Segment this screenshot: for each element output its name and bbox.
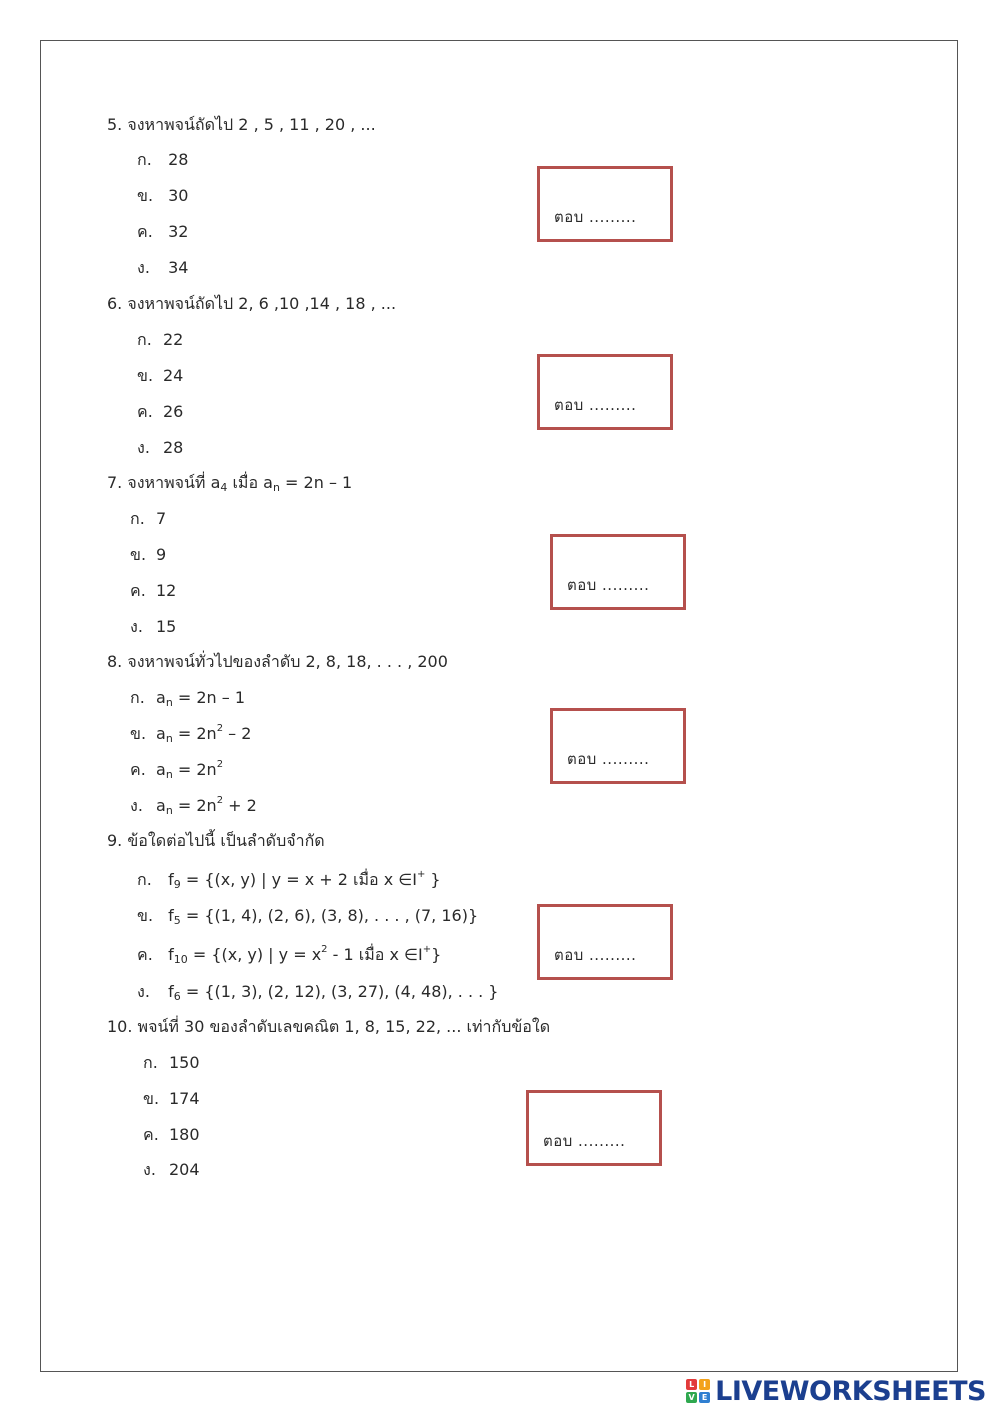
logo-tile: L — [686, 1379, 697, 1390]
question-8-text: 8. จงหาพจน์ทั่วไปของลำดับ 2, 8, 18, . . . , 200 — [107, 652, 448, 671]
q5-answer-box[interactable] — [537, 166, 673, 242]
q8-option-c: ค. $a_n = 2n^2$ — [130, 759, 224, 781]
logo-text: LIVEWORKSHEETS — [715, 1375, 986, 1407]
q6-option-c: ค. 26 — [137, 402, 184, 421]
q8-option-d: ง. $a_n = 2n^2 + 2$ — [130, 795, 257, 817]
logo-tile: V — [686, 1392, 697, 1403]
q10-option-a: ก. 150 — [143, 1053, 200, 1072]
q6-option-a: ก. 22 — [137, 330, 184, 349]
answer-label: ตอบ ......... — [554, 208, 637, 226]
answer-label: ตอบ ......... — [567, 576, 650, 594]
answer-label: ตอบ ......... — [567, 750, 650, 768]
logo-tile: E — [699, 1392, 710, 1403]
question-5-text: 5. จงหาพจน์ถัดไป 2 , 5 , 11 , 20 , ... — [107, 115, 376, 134]
answer-label: ตอบ ......... — [554, 946, 637, 964]
q7-option-d: ง. 15 — [130, 617, 177, 636]
q10-option-c: ค. 180 — [143, 1125, 200, 1144]
q9-option-c: ค. $f_{10} = \{(x$, y) | $y = x^2 - 1$ เมื่อ x ∈I+} — [137, 944, 442, 966]
q5-option-c: ค. 32 — [137, 222, 189, 241]
q6-option-b: ข. 24 — [137, 366, 184, 385]
logo-tile: I — [699, 1379, 710, 1390]
answer-label: ตอบ ......... — [554, 396, 637, 414]
question-7-text: 7. จงหาพจน์ที่ $a_4$ เมื่อ $a_n = 2n - 1$ — [107, 473, 353, 494]
q10-option-d: ง. 204 — [143, 1160, 200, 1179]
q10-option-b: ข. 174 — [143, 1089, 200, 1108]
question-9-text: 9. ข้อใดต่อไปนี้ เป็นลำดับจำกัด — [107, 831, 325, 850]
q6-option-d: ง. 28 — [137, 438, 184, 457]
question-10-text: 10. พจน์ที่ 30 ของลำดับเลขคณิต 1, 8, 15, 22, ... เท่ากับข้อใด — [107, 1017, 551, 1036]
q9-answer-box[interactable] — [537, 904, 673, 980]
q5-option-b: ข. 30 — [137, 186, 189, 205]
q7-option-c: ค. 12 — [130, 581, 177, 600]
q7-option-b: ข. 9 — [130, 545, 167, 564]
q9-option-b: ข. $f_5 = \{(1$, 4), (2, 6), (3, 8), . . . , (7, 16)} — [137, 906, 479, 927]
q10-answer-box[interactable] — [526, 1090, 662, 1166]
q6-answer-box[interactable] — [537, 354, 673, 430]
answer-label: ตอบ ......... — [543, 1132, 626, 1150]
q7-answer-box[interactable] — [550, 534, 686, 610]
q5-option-a: ก. 28 — [137, 150, 189, 169]
liveworksheets-mark-icon — [686, 1379, 710, 1403]
q8-option-a: ก. $a_n = 2n - 1$ — [130, 688, 246, 709]
liveworksheets-logo[interactable] — [686, 1374, 986, 1408]
q9-option-a: ก. $f_9 = \{(x$, y) | y = x + 2 เมื่อ x ∈I+ } — [137, 869, 441, 891]
q5-option-d: ง. 34 — [137, 258, 189, 277]
q8-option-b: ข. $a_n = 2n^2 - 2$ — [130, 723, 252, 745]
q7-option-a: ก. 7 — [130, 509, 167, 528]
question-6-text: 6. จงหาพจน์ถัดไป 2, 6 ,10 ,14 , 18 , ... — [107, 294, 397, 313]
q9-option-d: ง. $f_6 = \{(1$, 3), (2, 12), (3, 27), (4, 48), . . . } — [137, 982, 499, 1003]
q8-answer-box[interactable] — [550, 708, 686, 784]
